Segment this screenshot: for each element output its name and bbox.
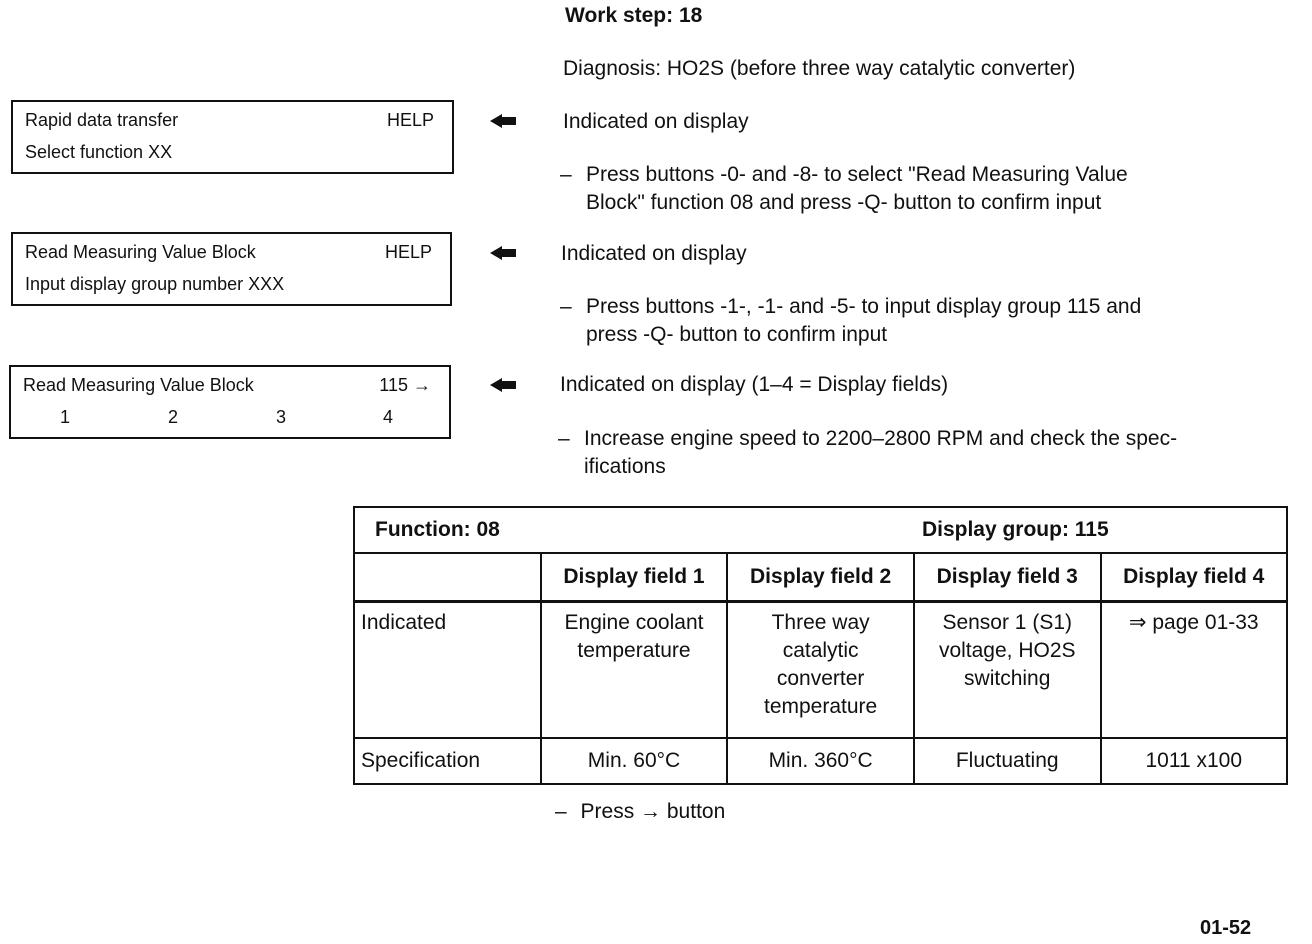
- display-line1: Rapid data transfer: [25, 110, 179, 130]
- indicated-label: Indicated on display: [561, 242, 747, 265]
- table-row: [354, 738, 1287, 784]
- dash-bullet: –: [558, 427, 570, 450]
- step-line: Press buttons -0- and -8- to select "Read Measuring Value: [586, 163, 1128, 186]
- row-label: Specification: [354, 738, 541, 784]
- cell-line: temperature: [764, 695, 878, 718]
- diagnosis-text: Diagnosis: HO2S (before three way catalytic converter): [563, 57, 1076, 80]
- cell-line: converter: [776, 667, 865, 690]
- pointer-arrow-icon: [490, 377, 516, 393]
- work-step-title: Work step: 18: [565, 4, 703, 27]
- column-header: Display field 1: [541, 553, 728, 602]
- table-header-row: [354, 507, 1287, 553]
- table-row: [354, 602, 1287, 739]
- row-label: Indicated: [354, 602, 541, 739]
- instruction-step: [558, 425, 1298, 485]
- page-number: 01-52: [1200, 917, 1252, 939]
- display-line2: Input display group number XXX: [25, 274, 285, 294]
- table-cell: [914, 602, 1101, 739]
- dash-bullet: –: [555, 800, 567, 823]
- column-header: Display field 2: [727, 553, 914, 602]
- cell-line: Sensor 1 (S1): [942, 611, 1072, 634]
- cell-line: switching: [964, 667, 1051, 690]
- table-cell: 1011 x100: [1101, 738, 1287, 784]
- table-row: [354, 553, 1287, 602]
- cell-line: Engine coolant: [564, 611, 704, 634]
- table-cell: [354, 553, 541, 602]
- cell-line: voltage, HO2S: [938, 639, 1076, 662]
- display-help: HELP: [384, 242, 432, 262]
- display-help: HELP: [386, 110, 434, 130]
- table-cell: [1101, 602, 1287, 739]
- step-line: Press → button: [580, 800, 726, 823]
- display-box-group-115: [9, 365, 451, 439]
- pointer-arrow-icon: [490, 113, 516, 129]
- step-line: ifications: [584, 455, 666, 478]
- instruction-step: [560, 161, 1280, 221]
- cell-line: catalytic: [782, 639, 859, 662]
- cell-line: temperature: [577, 639, 691, 662]
- table-cell: [541, 602, 728, 739]
- pointer-arrow-icon: [490, 245, 516, 261]
- step-line: press -Q- button to confirm input: [586, 323, 888, 346]
- dash-bullet: –: [560, 295, 572, 318]
- indicated-label: Indicated on display (1–4 = Display fields): [560, 373, 949, 396]
- display-field-number: 4: [382, 407, 393, 427]
- function-label: Function: 08: [354, 507, 914, 553]
- press-button-step: [555, 800, 725, 824]
- table-cell: [727, 602, 914, 739]
- cell-line: Three way: [771, 611, 870, 634]
- display-line1: Read Measuring Value Block: [25, 242, 256, 262]
- display-group-number: 115 →: [379, 375, 431, 395]
- column-header: Display field 3: [914, 553, 1101, 602]
- step-line: Increase engine speed to 2200–2800 RPM and check the spec-: [584, 427, 1178, 450]
- display-field-number: 3: [275, 407, 286, 427]
- table-cell: Min. 60°C: [541, 738, 728, 784]
- display-box-read-mvb: [11, 232, 452, 306]
- dash-bullet: –: [560, 163, 572, 186]
- display-field-number: 1: [59, 407, 70, 427]
- table-cell: Fluctuating: [914, 738, 1101, 784]
- display-group-label: Display group: 115: [914, 507, 1287, 553]
- column-header: Display field 4: [1101, 553, 1287, 602]
- display-line2: Select function XX: [25, 142, 173, 162]
- page-reference: ⇒ page 01-33: [1128, 611, 1259, 634]
- indicated-label: Indicated on display: [563, 110, 749, 133]
- instruction-step: [560, 293, 1280, 353]
- step-line: Press buttons -1-, -1- and -5- to input display group 115 and: [586, 295, 1142, 318]
- display-field-number: 2: [167, 407, 178, 427]
- specification-table: [353, 506, 1288, 785]
- step-line: Block" function 08 and press -Q- button to confirm input: [586, 191, 1102, 214]
- display-box-rapid-data: [11, 100, 454, 174]
- display-line1: Read Measuring Value Block: [23, 375, 254, 395]
- table-cell: Min. 360°C: [727, 738, 914, 784]
